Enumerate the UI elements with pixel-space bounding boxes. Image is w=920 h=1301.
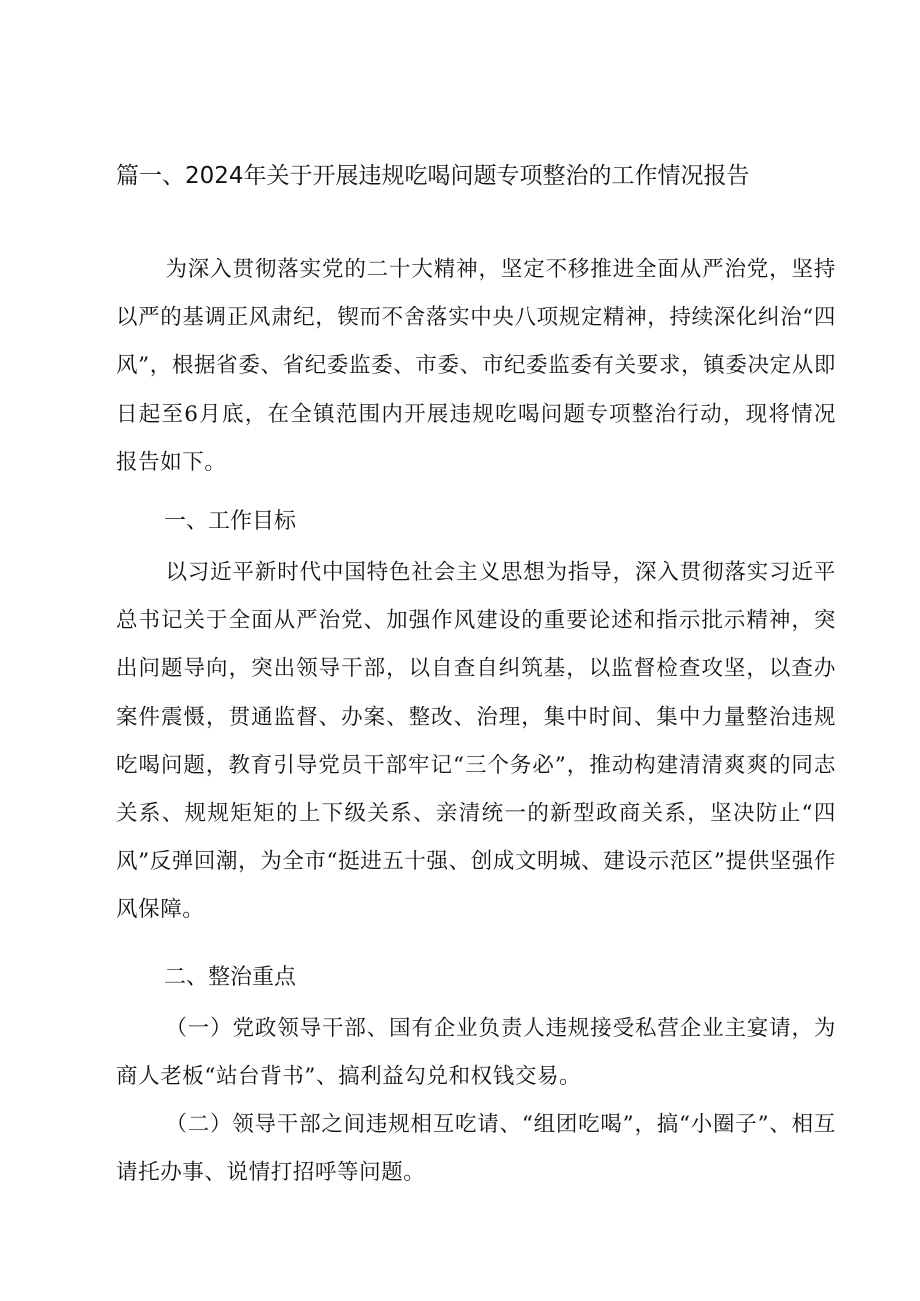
focus-item-2-paragraph: （二）领导干部之间违规相互吃请、“组团吃喝”，搞“小圈子”、相互请托办事、说情打招呼等问题。 xyxy=(116,1112,836,1186)
intro-paragraph: 为深入贯彻落实党的二十大精神，坚定不移推进全面从严治党，坚持以严的基调正风肃纪，锲而不舍落实中央八项规定精神，持续深化纠治“四风”，根据省委、省纪委监委、市委、市纪委监委有关要求，镇委决定从即日起至6月底，在全镇范围内开展违规吃喝问题专项整治行动，现将情况报告如下。 xyxy=(116,257,836,475)
work-goals-paragraph: 以习近平新时代中国特色社会主义思想为指导，深入贯彻落实习近平总书记关于全面从严治党、加强作风建设的重要论述和指示批示精神，突出问题导向，突出领导干部，以自查自纠筑基，以监督检查攻坚，以查办案件震慑，贯通监督、办案、整改、治理，集中时间、集中力量整治违规吃喝问题，教育引导党员干部牢记“三个务必”，推动构建清清爽爽的同志关系、规规矩矩的上下级关系、亲清统一的新型政商关系，坚决防止“四风”反弹回潮，为全市“挺进五十强、创成文明城、建设示范区”提供坚强作风保障。 xyxy=(116,560,836,923)
focus-item-1-paragraph: （一）党政领导干部、国有企业负责人违规接受私营企业主宴请，为商人老板“站台背书”、搞利益勾兑和权钱交易。 xyxy=(116,1016,836,1090)
section-heading-rectification-focus: 二、整治重点 xyxy=(164,965,297,990)
section-heading-work-goals: 一、工作目标 xyxy=(164,509,297,534)
document-title: 篇一、2024年关于开展违规吃喝问题专项整治的工作情况报告 xyxy=(116,163,750,189)
